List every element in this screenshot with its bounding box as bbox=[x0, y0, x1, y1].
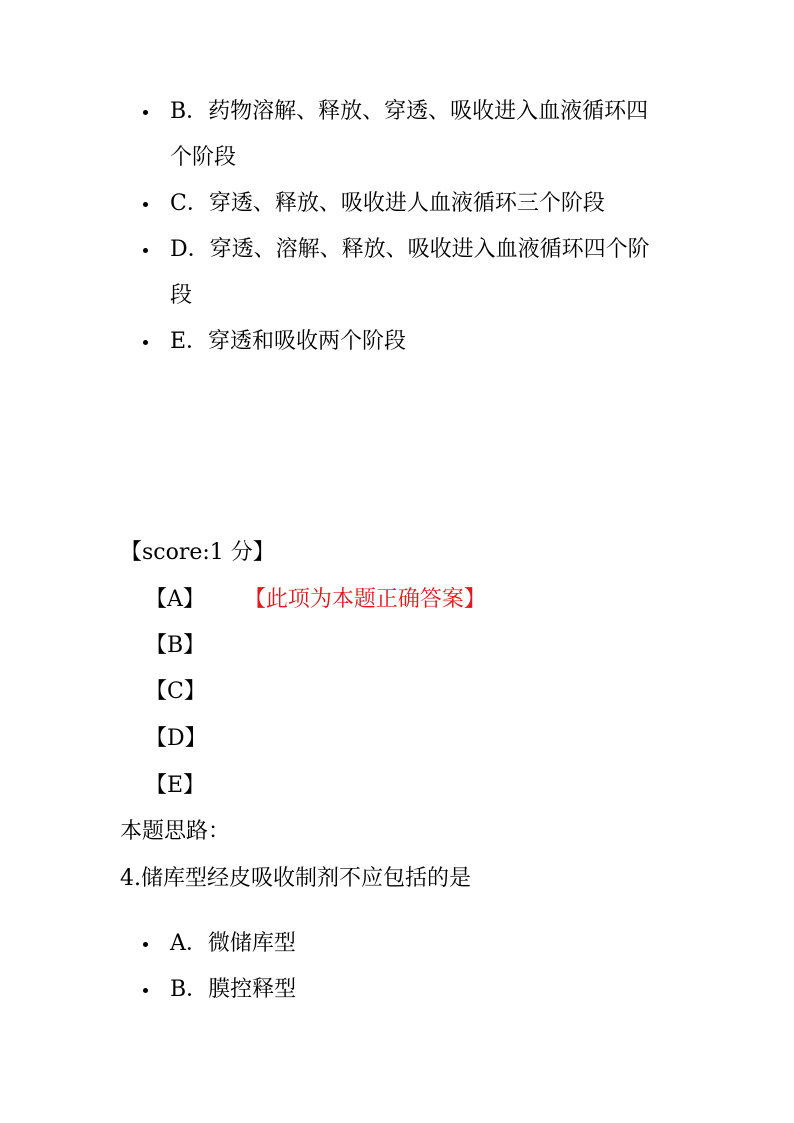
bullet-dot-icon bbox=[143, 110, 148, 115]
q3-option-d: D．穿透、溶解、释放、吸收进入血液循环四个阶段 bbox=[0, 227, 794, 319]
q4-option-a: A．微储库型 bbox=[0, 921, 794, 967]
analysis-label: 本题思路： bbox=[120, 819, 231, 844]
q3-option-c: C．穿透、释放、吸收进人血液循环三个阶段 bbox=[0, 181, 794, 227]
q3-option-b: B．药物溶解、释放、穿透、吸收进入血液循环四个阶段 bbox=[0, 89, 794, 181]
answer-e: 【E】 bbox=[145, 773, 206, 798]
answer-a bbox=[145, 585, 486, 615]
q3-option-list bbox=[0, 89, 794, 365]
bullet-dot-icon bbox=[143, 202, 148, 207]
q3-option-e: E．穿透和吸收两个阶段 bbox=[0, 319, 794, 365]
answer-b: 【B】 bbox=[145, 633, 206, 658]
answer-c: 【C】 bbox=[145, 679, 206, 704]
correct-answer-note: 【此项为本题正确答案】 bbox=[243, 587, 486, 612]
bullet-dot-icon bbox=[143, 988, 148, 993]
q4-option-list bbox=[0, 921, 794, 1013]
bullet-dot-icon bbox=[143, 248, 148, 253]
score-label: 【score:1 分】 bbox=[120, 540, 275, 565]
bullet-dot-icon bbox=[143, 942, 148, 947]
answer-letter: 【A】 bbox=[145, 587, 205, 612]
q4-stem: 4.储库型经皮吸收制剂不应包括的是 bbox=[120, 866, 471, 891]
answer-d: 【D】 bbox=[145, 726, 207, 751]
q4-option-b: B．膜控释型 bbox=[0, 967, 794, 1013]
bullet-dot-icon bbox=[143, 340, 148, 345]
